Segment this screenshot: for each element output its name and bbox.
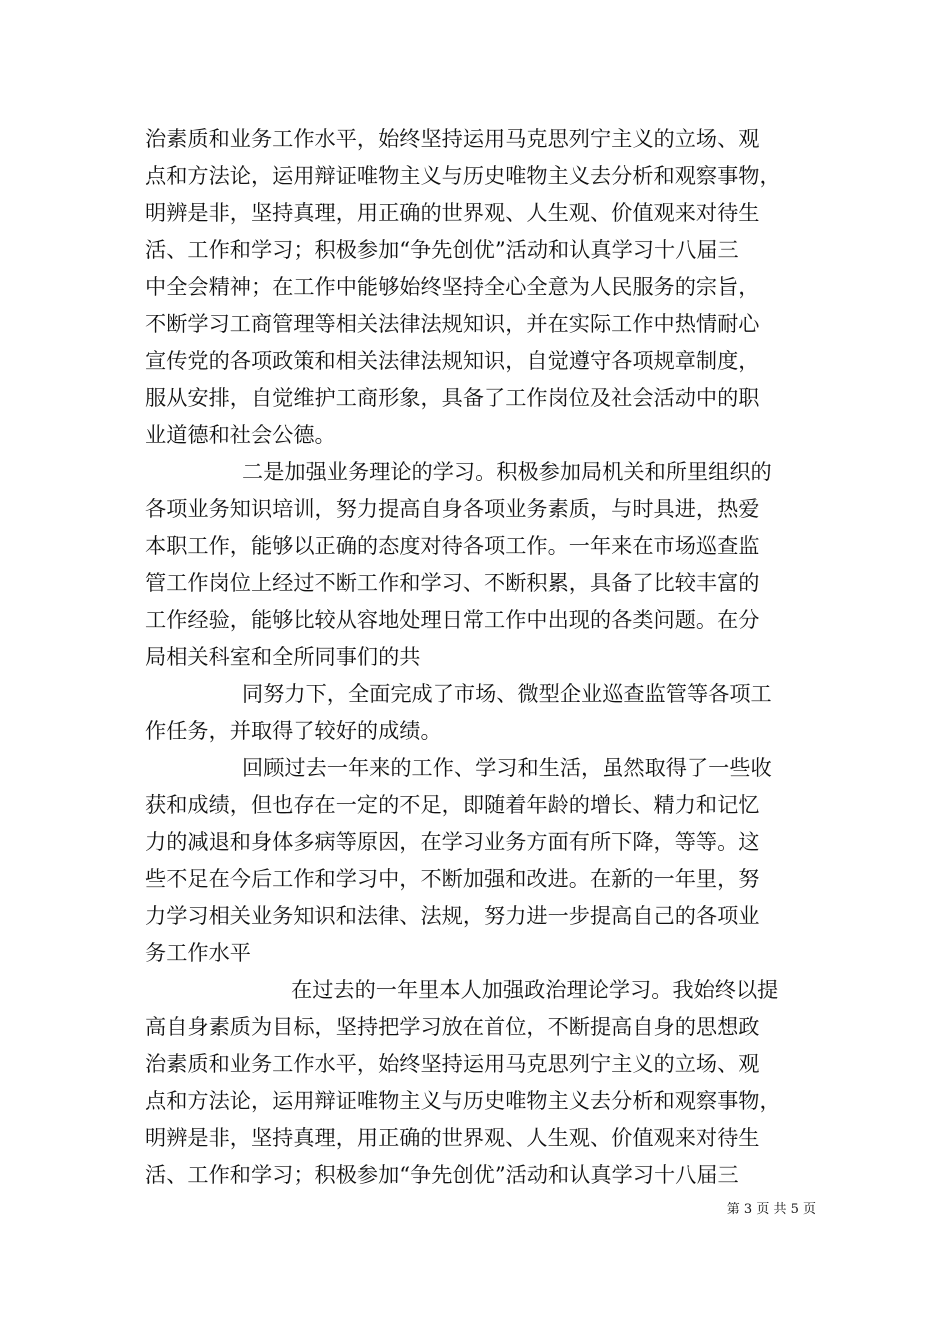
text-line: 中全会精神；在工作中能够始终坚持全心全意为人民服务的宗旨，	[145, 274, 760, 299]
text-line: 高自身素质为目标，坚持把学习放在首位，不断提高自身的思想政	[145, 1014, 760, 1039]
text-line: 力的减退和身体多病等原因，在学习业务方面有所下降，等等。这	[145, 829, 760, 854]
paragraph-first-line: 同努力下，全面完成了市场、微型企业巡查监管等各项工	[242, 681, 772, 706]
text-line: 活、工作和学习；积极参加“争先创优”活动和认真学习十八届三	[145, 1162, 739, 1187]
text-line: 局相关科室和全所同事们的共	[145, 644, 421, 669]
text-line: 明辨是非，坚持真理，用正确的世界观、人生观、价值观来对待生	[145, 200, 760, 225]
text-line: 活、工作和学习；积极参加“争先创优”活动和认真学习十八届三	[145, 237, 739, 262]
text-line: 业道德和社会公德。	[145, 422, 336, 447]
paragraph-first-line: 回顾过去一年来的工作、学习和生活，虽然取得了一些收	[242, 755, 772, 780]
paragraph-first-line: 二是加强业务理论的学习。积极参加局机关和所里组织的	[242, 459, 772, 484]
text-line: 各项业务知识培训，努力提高自身各项业务素质，与时具进，热爱	[145, 496, 760, 521]
text-line: 获和成绩，但也存在一定的不足，即随着年龄的增长、精力和记忆	[145, 792, 760, 817]
paragraph-first-line: 在过去的一年里本人加强政治理论学习。我始终以提	[291, 977, 779, 1002]
page-number: 第 3 页 共 5 页	[726, 1202, 816, 1217]
text-line: 点和方法论，运用辩证唯物主义与历史唯物主义去分析和观察事物，	[145, 1088, 781, 1113]
text-line: 作任务，并取得了较好的成绩。	[145, 718, 442, 743]
text-line: 治素质和业务工作水平，始终坚持运用马克思列宁主义的立场、观	[145, 126, 760, 151]
text-line: 管工作岗位上经过不断工作和学习、不断积累，具备了比较丰富的	[145, 570, 760, 595]
text-line: 本职工作，能够以正确的态度对待各项工作。一年来在市场巡查监	[145, 533, 760, 558]
document-body	[145, 120, 815, 1193]
text-line: 明辨是非，坚持真理，用正确的世界观、人生观、价值观来对待生	[145, 1125, 760, 1150]
text-line: 点和方法论，运用辩证唯物主义与历史唯物主义去分析和观察事物，	[145, 163, 781, 188]
text-line: 工作经验，能够比较从容地处理日常工作中出现的各类问题。在分	[145, 607, 760, 632]
text-line: 宣传党的各项政策和相关法律法规知识，自觉遵守各项规章制度，	[145, 348, 760, 373]
text-line: 不断学习工商管理等相关法律法规知识，并在实际工作中热情耐心	[145, 311, 760, 336]
text-line: 些不足在今后工作和学习中，不断加强和改进。在新的一年里，努	[145, 866, 760, 891]
text-line: 服从安排，自觉维护工商形象，具备了工作岗位及社会活动中的职	[145, 385, 760, 410]
text-line: 治素质和业务工作水平，始终坚持运用马克思列宁主义的立场、观	[145, 1051, 760, 1076]
text-line: 务工作水平	[145, 940, 251, 965]
text-line: 力学习相关业务知识和法律、法规，努力进一步提高自己的各项业	[145, 903, 760, 928]
